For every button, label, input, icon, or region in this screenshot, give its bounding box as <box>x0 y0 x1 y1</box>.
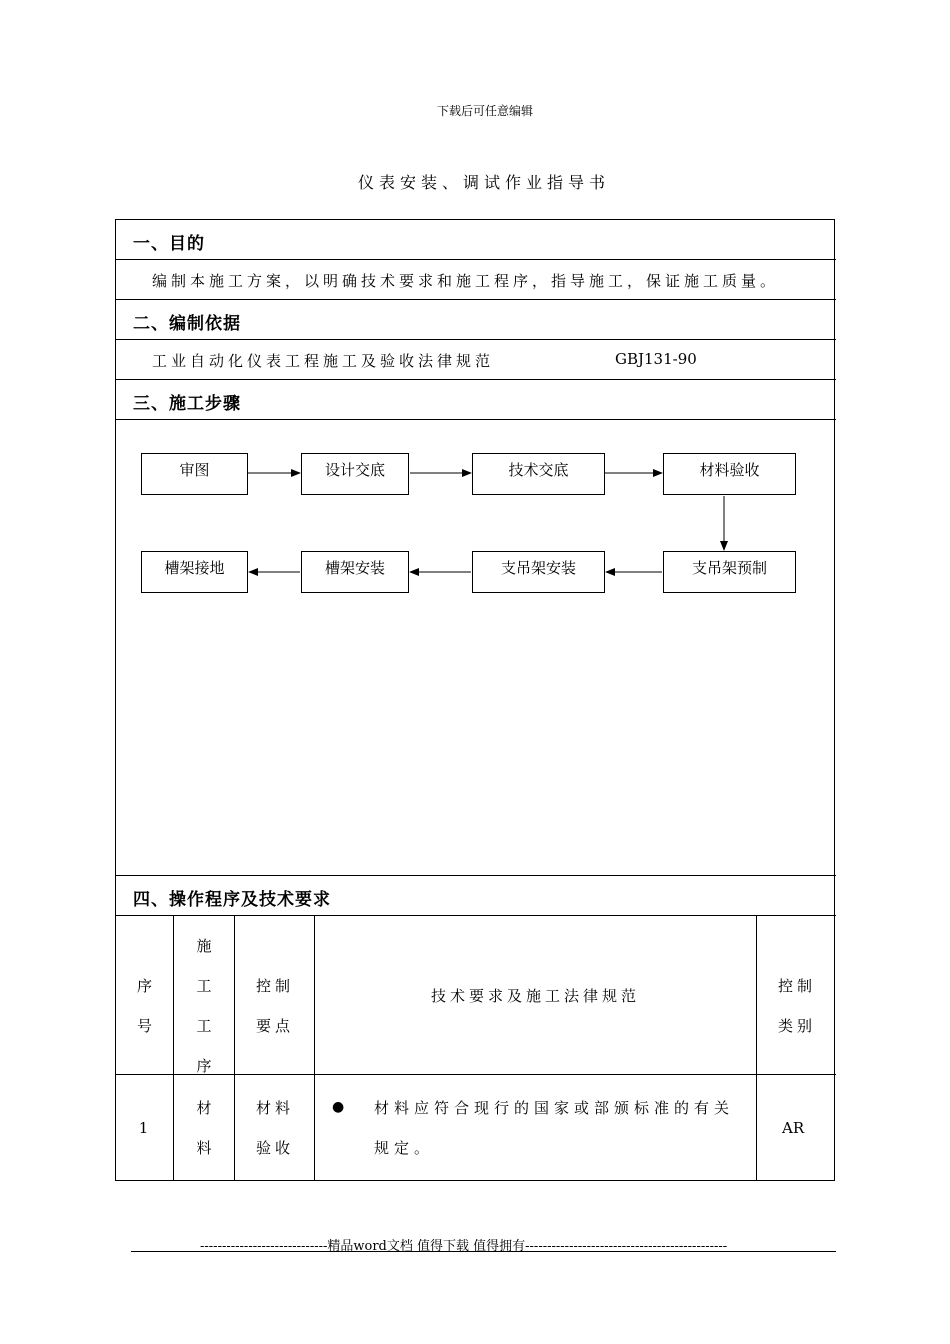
flow-step-support-installation: 支吊架安装 <box>472 551 605 593</box>
row-process-char: 材 <box>196 1099 212 1117</box>
row-requirement-line: 材料应符合现行的国家或部颁标准的有关 <box>374 1099 735 1117</box>
col-header-seq-char: 序 <box>136 977 152 995</box>
section-heading-procedures: 四、操作程序及技术要求 <box>133 890 331 910</box>
header-note: 下载后可任意编辑 <box>436 104 533 118</box>
flow-step-review-drawings: 审图 <box>141 453 248 495</box>
col-header-control-point-line: 要点 <box>255 1017 294 1035</box>
flow-step-technical-briefing: 技术交底 <box>472 453 605 495</box>
row-control-point-line: 材料 <box>255 1099 294 1117</box>
col-header-process-char: 序 <box>196 1057 212 1075</box>
section-heading-purpose: 一、目的 <box>133 234 205 254</box>
col-header-control-point <box>235 966 315 1046</box>
document-title: 仪表安装、调试作业指导书 <box>357 173 610 192</box>
basis-standard-name: 工业自动化仪表工程施工及验收法律规范 <box>152 352 495 370</box>
footer-text: -----------------------------精品word文档 值得下载 值得拥有---------------------------------------------- <box>200 1239 728 1254</box>
col-header-requirements: 技术要求及施工法律规范 <box>430 987 640 1005</box>
section-heading-steps: 三、施工步骤 <box>133 394 241 414</box>
flow-step-design-briefing: 设计交底 <box>301 453 409 495</box>
row-control-point-line: 验收 <box>255 1139 294 1157</box>
purpose-text: 编制本施工方案，以明确技术要求和施工程序，指导施工，保证施工质量。 <box>152 272 780 290</box>
row-seq: 1 <box>138 1119 149 1137</box>
row-control-type: AR <box>782 1119 805 1137</box>
col-header-process-char: 施 <box>196 937 212 955</box>
bullet-icon: ● <box>332 1099 345 1115</box>
row-requirement <box>374 1088 734 1168</box>
col-header-control-type-line: 控制 <box>777 977 816 995</box>
row-control-point <box>235 1088 315 1168</box>
col-header-control-point-line: 控制 <box>255 977 294 995</box>
flow-step-tray-installation: 槽架安装 <box>301 551 409 593</box>
row-process-char: 料 <box>196 1139 212 1157</box>
row-process <box>174 1088 234 1168</box>
flow-step-material-inspection: 材料验收 <box>663 453 796 495</box>
section-heading-basis: 二、编制依据 <box>133 314 241 334</box>
col-header-seq <box>116 966 173 1046</box>
basis-standard-code: GBJ131-90 <box>615 350 697 368</box>
footer-rule <box>131 1251 836 1252</box>
col-header-control-type <box>757 966 837 1046</box>
col-header-control-type-line: 类别 <box>777 1017 816 1035</box>
flow-step-support-prefabrication: 支吊架预制 <box>663 551 796 593</box>
flow-step-tray-grounding: 槽架接地 <box>141 551 248 593</box>
row-requirement-line: 规定。 <box>374 1139 435 1157</box>
col-header-process-char: 工 <box>196 1017 212 1035</box>
col-header-process <box>174 926 234 1086</box>
col-header-process-char: 工 <box>196 977 212 995</box>
col-header-seq-char: 号 <box>136 1017 152 1035</box>
